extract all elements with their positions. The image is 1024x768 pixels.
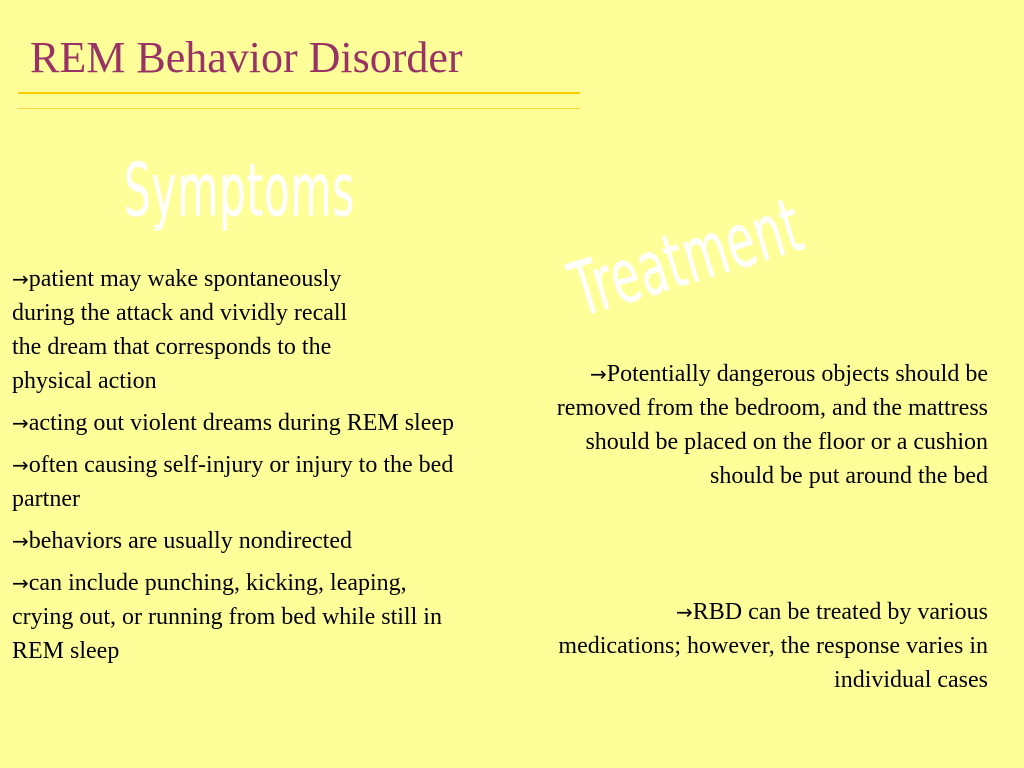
treatment-item: [548, 595, 988, 697]
arrow-icon: →: [12, 453, 29, 477]
arrow-icon: →: [12, 529, 29, 553]
symptom-item: [12, 406, 472, 440]
symptom-text: acting out violent dreams during REM sleep: [28, 410, 455, 436]
symptom-item: [12, 524, 472, 558]
symptom-item: [12, 448, 472, 516]
symptoms-heading: Symptoms: [124, 148, 355, 234]
symptom-text: can include punching, kicking, leaping, crying out, or running from bed while still in REM sleep: [12, 570, 442, 664]
treatment-heading: Treatment: [560, 180, 813, 335]
symptom-item: [12, 566, 472, 668]
symptom-item: [12, 262, 362, 398]
symptoms-list: [12, 262, 472, 676]
title-underline: [18, 92, 580, 94]
treatment-text: Potentially dangerous objects should be removed from the bedroom, and the mattress should be placed on the floor or a cushion should be put around the bed: [556, 361, 988, 489]
symptom-text: patient may wake spontaneously during the attack and vividly recall the dream that corresponds to the physical action: [12, 266, 348, 394]
symptom-text: behaviors are usually nondirected: [28, 528, 352, 554]
arrow-icon: →: [12, 267, 29, 291]
slide-title: REM Behavior Disorder: [30, 33, 463, 82]
symptom-text: often causing self-injury or injury to the bed partner: [12, 452, 454, 512]
title-underline-secondary: [18, 108, 580, 109]
arrow-icon: →: [589, 362, 607, 386]
treatment-text: RBD can be treated by various medications; however, the response varies in individual cases: [558, 599, 988, 693]
arrow-icon: →: [12, 571, 29, 595]
arrow-icon: →: [675, 600, 693, 624]
treatment-item: [548, 357, 988, 493]
arrow-icon: →: [12, 411, 29, 435]
